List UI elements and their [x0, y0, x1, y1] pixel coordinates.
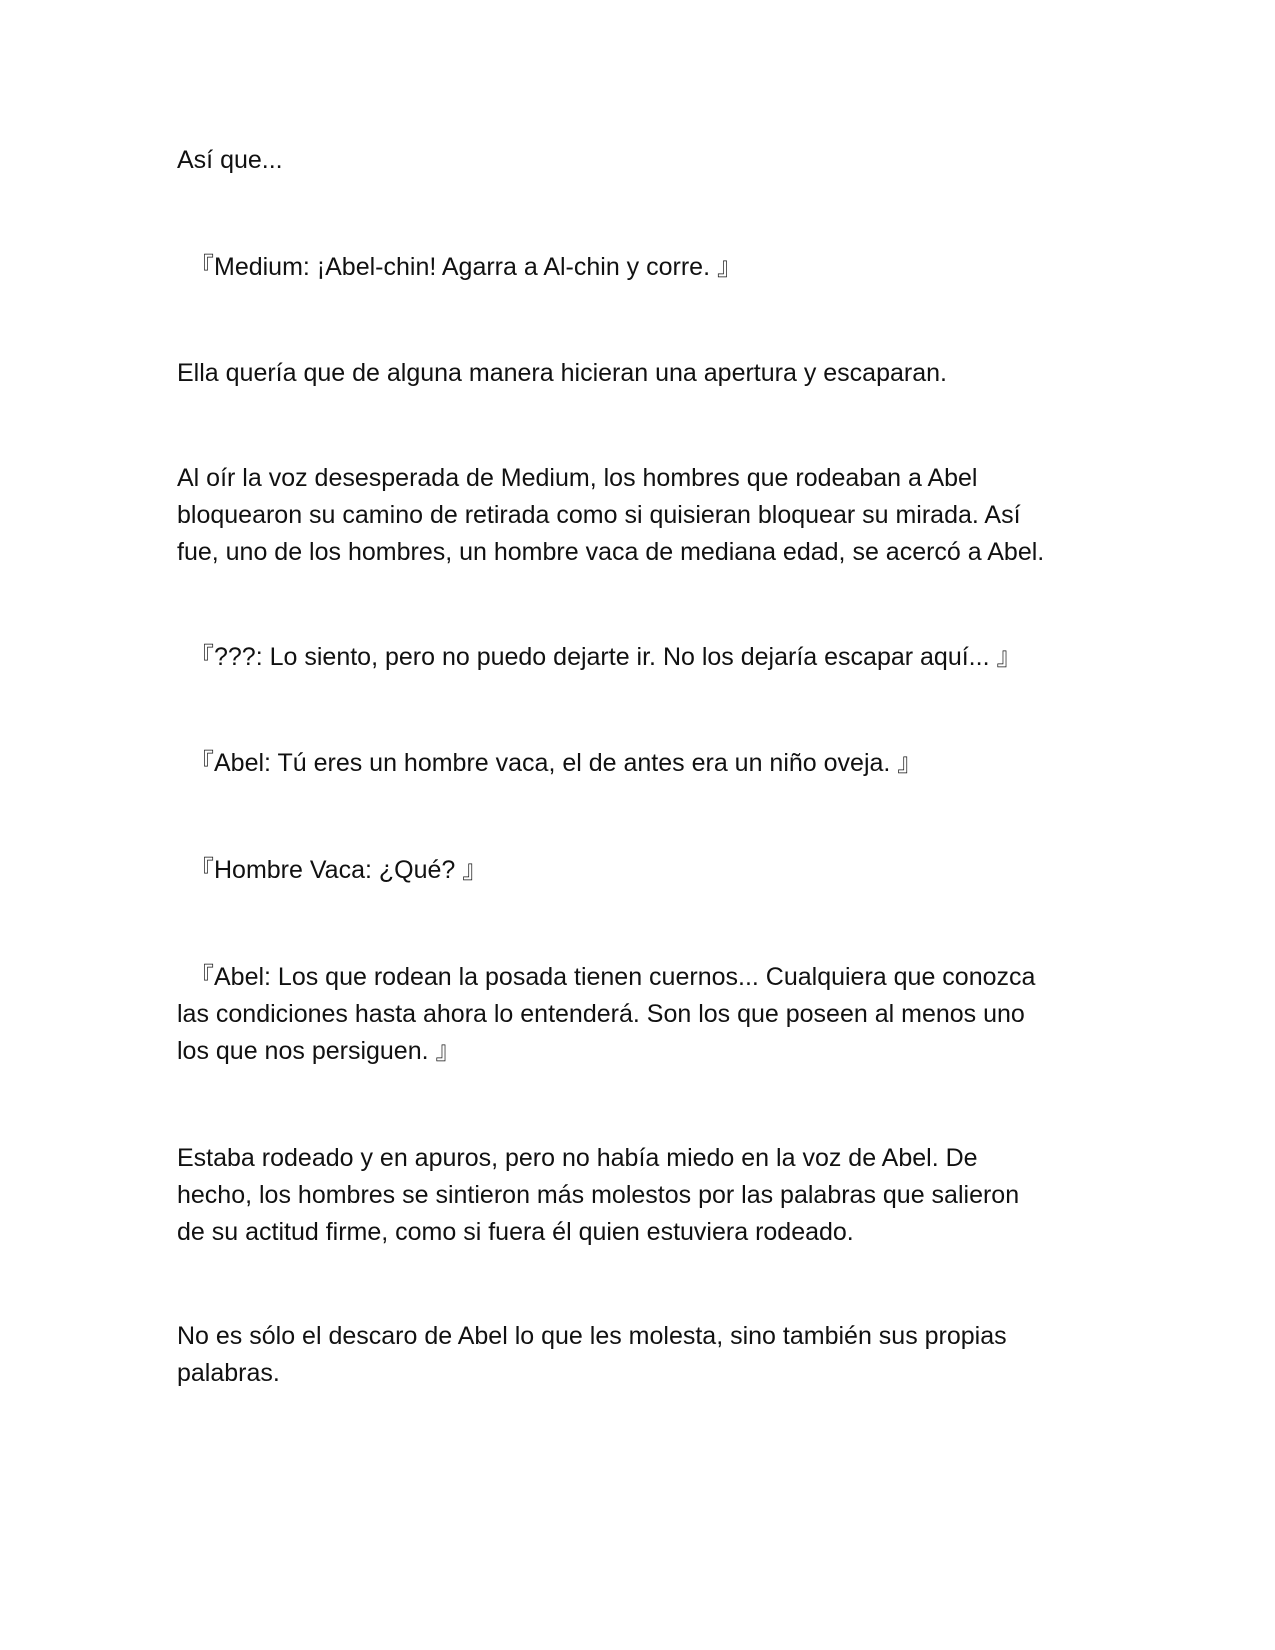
paragraph-narration-4: Estaba rodeado y en apuros, pero no había miedo en la voz de Abel. De hecho, los hombres se sintieron más molestos por las palabras que salieron de su actitud firme, como si fuera él quien estuviera rodeado.	[177, 1144, 1020, 1246]
paragraph-dialog-abel-2: 『Abel: Los que rodean la posada tienen cuernos... Cualquiera que conozca las condiciones hasta ahora lo entenderá. Son los que poseen al menos uno los que nos persiguen. 』	[177, 963, 1036, 1065]
paragraph-dialog-abel-1: 『Abel: Tú eres un hombre vaca, el de antes era un niño oveja. 』	[189, 749, 923, 777]
paragraph-narration-3: Al oír la voz desesperada de Medium, los hombres que rodeaban a Abel bloquearon su camino de retirada como si quisieran bloquear su mirada. Así fue, uno de los hombres, un hombre vaca de mediana edad, se acercó a Abel.	[177, 464, 1045, 566]
paragraph-narration-2: Ella quería que de alguna manera hicieran una apertura y escaparan.	[177, 359, 947, 387]
paragraph-dialog-unknown: 『???: Lo siento, pero no puedo dejarte ir. No los dejaría escapar aquí... 』	[189, 643, 1022, 671]
paragraph-narration-1: Así que...	[177, 146, 283, 174]
paragraph-dialog-hombre-vaca: 『Hombre Vaca: ¿Qué? 』	[189, 856, 488, 884]
paragraph-narration-5: No es sólo el descaro de Abel lo que les molesta, sino también sus propias palabras.	[177, 1322, 1007, 1387]
paragraph-dialog-medium: 『Medium: ¡Abel-chin! Agarra a Al-chin y corre. 』	[189, 253, 742, 281]
